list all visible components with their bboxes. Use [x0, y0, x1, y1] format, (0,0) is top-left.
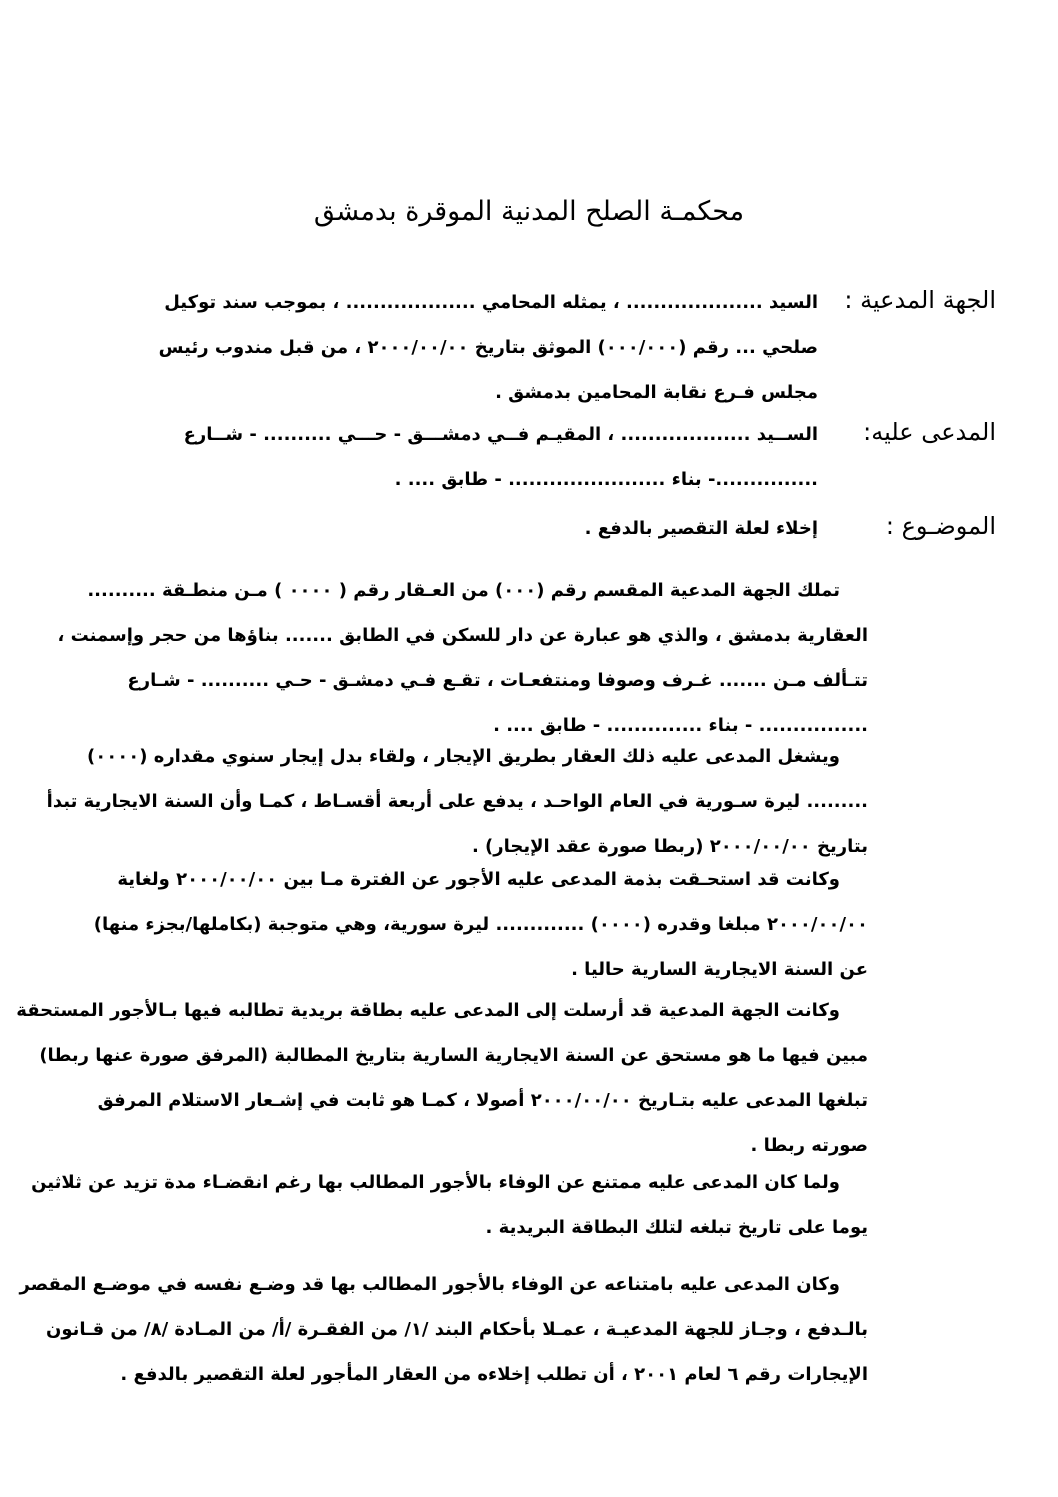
paragraph-request [19, 1262, 868, 1397]
document-title: محكمـة الصلح المدنية الموقرة بدمشق [313, 196, 745, 227]
plaintiff-line: السيد .................... ، يمثله المحامي ................... ، بموجب سند توكيل [164, 292, 818, 313]
paragraph-arrears [88, 857, 868, 992]
subject-text [88, 506, 818, 551]
paragraph-lease [46, 734, 868, 869]
paragraph-line: مبين فيها ما هو مستحق عن السنة الايجارية السارية بتاريخ المطالبة (المرفق صورة عنها ربطا) [39, 1045, 868, 1066]
paragraph-line: وكان المدعى عليه بامتناعه عن الوفاء بالأجور المطالب بها قد وضـع نفسه في موضـع المقصر [19, 1274, 840, 1295]
paragraph-line: عن السنة الايجارية السارية حاليا . [571, 959, 868, 980]
paragraph-line: العقارية بدمشق ، والذي هو عبارة عن دار للسكن في الطابق ....... بناؤها من حجر وإسمنت ، [57, 625, 868, 646]
defendant-label: المدعى عليه: [863, 418, 996, 446]
paragraph-line: بالـدفع ، وجـاز للجهة المدعيـة ، عمـلا بأحكام البند /١/ من الفقـرة /أ/ من المـادة /٨/ من قـانون [46, 1319, 868, 1340]
paragraph-ownership [57, 568, 868, 748]
defendant-details [88, 412, 818, 502]
subject-label: الموضـوع : [885, 512, 996, 540]
defendant-line: الســيد ................... ، المقيـم فــي دمشـــق - حـــي .......... - شــارع [183, 424, 818, 445]
paragraph-line: تتـألف مـن ....... غـرف وصوفا ومنتفعـات ، تقـع فـي دمشـق - حـي .......... - شـارع [127, 670, 868, 691]
paragraph-line: وكانت قد استحـقت بذمة المدعى عليه الأجور عن الفترة مـا بين ٢٠٠٠/٠٠/٠٠ ولغاية [117, 869, 840, 890]
paragraph-line: بتاريخ ٢٠٠٠/٠٠/٠٠ (ربطا صورة عقد الإيجار) . [471, 836, 868, 857]
plaintiff-label: الجهة المدعية : [844, 286, 996, 314]
paragraph-line: ٢٠٠٠/٠٠/٠٠ مبلغا وقدره (٠٠٠٠) ............. ليرة سورية، وهي متوجبة (بكاملها/بجزء منها) [93, 914, 868, 935]
plaintiff-details [88, 280, 818, 415]
subject-line: إخلاء لعلة التقصير بالدفع . [584, 518, 818, 539]
plaintiff-line: صلحي ... رقم (٠٠٠/٠٠٠) الموثق بتاريخ ٢٠٠٠/٠٠/٠٠ ، من قبل مندوب رئيس [158, 337, 818, 358]
paragraph-line: الإيجارات رقم ٦ لعام ٢٠٠١ ، أن تطلب إخلاءه من العقار المأجور لعلة التقصير بالدفع . [120, 1364, 868, 1385]
plaintiff-line: مجلس فـرع نقابة المحامين بدمشق . [495, 382, 818, 403]
paragraph-line: ولما كان المدعى عليه ممتنع عن الوفاء بالأجور المطالب بها رغم انقضـاء مدة تزيد عن ثلاثين [31, 1172, 840, 1193]
defendant-line: ...............- بناء ....................... - طابق .... . [394, 469, 818, 490]
paragraph-line: تبلغها المدعى عليه بتـاريخ ٢٠٠٠/٠٠/٠٠ أصولا ، كمـا هو ثابت في إشـعار الاستلام المرفق [97, 1090, 868, 1111]
paragraph-line: صورته ربطا . [750, 1135, 868, 1156]
paragraph-line: ويشغل المدعى عليه ذلك العقار بطريق الإيجار ، ولقاء بدل إيجار سنوي مقداره (٠٠٠٠) [87, 746, 840, 767]
paragraph-refusal [31, 1160, 868, 1250]
paragraph-line: يوما على تاريخ تبلغه لتلك البطاقة البريدية . [485, 1217, 868, 1238]
paragraph-line: وكانت الجهة المدعية قد أرسلت إلى المدعى عليه بطاقة بريدية تطالبه فيها بـالأجور المستحقة [16, 1000, 840, 1021]
paragraph-notice [16, 988, 868, 1168]
paragraph-line: تملك الجهة المدعية المقسم رقم (٠٠٠) من العـقار رقم ( ٠٠٠٠ ) مـن منطـقة .......... [87, 580, 840, 601]
paragraph-line: ......... ليرة سـورية في العام الواحـد ، يدفع على أربعة أقسـاط ، كمـا وأن السنة الايجارية تبدأ [46, 791, 868, 812]
paragraph-line: ................ - بناء .............. - طابق .... . [493, 715, 868, 736]
